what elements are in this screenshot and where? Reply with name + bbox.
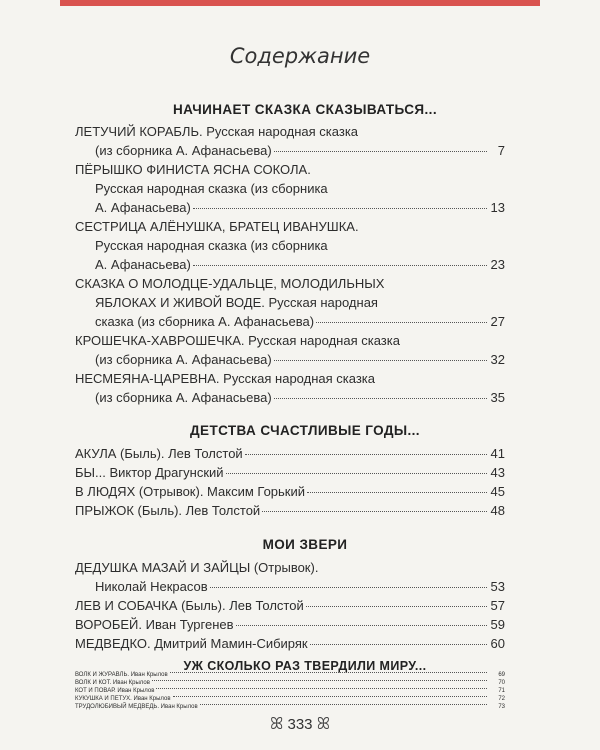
cover-edge <box>60 0 540 6</box>
leader-dots <box>316 321 487 323</box>
toc-line: (из сборника А. Афанасьева) 35 <box>95 390 505 405</box>
page-number: 43 <box>490 465 505 480</box>
section-heading: УЖ СКОЛЬКО РАЗ ТВЕРДИЛИ МИРУ... <box>183 659 427 673</box>
leader-dots <box>262 510 487 512</box>
folio-number: 333 <box>287 716 313 733</box>
page-number: 7 <box>497 143 505 158</box>
toc-line: КУКУШКА И ПЕТУХ. Иван Крылов 72 <box>75 696 505 702</box>
leader-dots <box>200 703 487 705</box>
leader-dots <box>173 695 487 697</box>
toc-line: АКУЛА (Быль). Лев Толстой 41 <box>75 446 505 461</box>
toc-line: А. Афанасьева) 13 <box>95 200 505 215</box>
leader-dots <box>307 491 487 493</box>
leader-dots <box>274 150 487 152</box>
toc-line: ВОЛК И КОТ. Иван Крылов 70 <box>75 680 505 686</box>
toc-line: (из сборника А. Афанасьева) 32 <box>95 352 505 367</box>
page-number: 69 <box>498 672 505 678</box>
leader-dots <box>245 453 487 455</box>
toc-line: ВОЛК И ЖУРАВЛЬ. Иван Крылов 69 <box>75 672 505 678</box>
page-title: Содержание <box>229 44 371 68</box>
page-number: 48 <box>490 503 505 518</box>
page-number: 35 <box>490 390 505 405</box>
leader-dots <box>156 687 487 689</box>
toc-line: НЕСМЕЯНА-ЦАРЕВНА. Русская народная сказка <box>75 371 375 386</box>
toc-line: А. Афанасьева) 23 <box>95 257 505 272</box>
toc-line: Русская народная сказка (из сборника <box>95 181 328 196</box>
leader-dots <box>274 359 487 361</box>
page-number: 60 <box>490 636 505 651</box>
leader-dots <box>306 605 487 607</box>
toc-line: СЕСТРИЦА АЛЁНУШКА, БРАТЕЦ ИВАНУШКА. <box>75 219 359 234</box>
page-number: 70 <box>498 680 505 686</box>
leader-dots <box>193 207 487 209</box>
leader-dots <box>193 264 487 266</box>
toc-line: ДЕДУШКА МАЗАЙ И ЗАЙЦЫ (Отрывок). <box>75 560 319 575</box>
ornament-left-icon: ꕤ <box>270 716 284 733</box>
toc-line: Русская народная сказка (из сборника <box>95 238 328 253</box>
page-footer <box>0 716 600 734</box>
section-heading: МОИ ЗВЕРИ <box>262 537 348 552</box>
toc-line: БЫ... Виктор Драгунский 43 <box>75 465 505 480</box>
toc-line: КОТ И ПОВАР. Иван Крылов 71 <box>75 688 505 694</box>
toc-line: ПРЫЖОК (Быль). Лев Толстой 48 <box>75 503 505 518</box>
page-number: 73 <box>498 704 505 710</box>
toc-line: ВОРОБЕЙ. Иван Тургенев 59 <box>75 617 505 632</box>
leader-dots <box>210 586 487 588</box>
page-number: 59 <box>490 617 505 632</box>
toc-line: ТРУДОЛЮБИВЫЙ МЕДВЕДЬ. Иван Крылов 73 <box>75 704 505 710</box>
toc-line: В ЛЮДЯХ (Отрывок). Максим Горький 45 <box>75 484 505 499</box>
toc-line: ЛЕВ И СОБАЧКА (Быль). Лев Толстой 57 <box>75 598 505 613</box>
leader-dots <box>152 679 487 681</box>
page-number: 71 <box>498 688 505 694</box>
toc-line: СКАЗКА О МОЛОДЦЕ-УДАЛЬЦЕ, МОЛОДИЛЬНЫХ <box>75 276 385 291</box>
toc-line: сказка (из сборника А. Афанасьева) 27 <box>95 314 505 329</box>
leader-dots <box>274 397 487 399</box>
page-number: 45 <box>490 484 505 499</box>
toc-line: МЕДВЕДКО. Дмитрий Мамин-Сибиряк 60 <box>75 636 505 651</box>
toc-line: ПЁРЫШКО ФИНИСТА ЯСНА СОКОЛА. <box>75 162 311 177</box>
page-number: 72 <box>498 696 505 702</box>
ornament-right-icon: ꕤ <box>316 716 330 733</box>
page-number: 57 <box>490 598 505 613</box>
page-number: 13 <box>490 200 505 215</box>
section-heading: ДЕТСТВА СЧАСТЛИВЫЕ ГОДЫ... <box>190 423 420 438</box>
leader-dots <box>226 472 487 474</box>
leader-dots <box>170 671 487 673</box>
toc-line: (из сборника А. Афанасьева) 7 <box>95 143 505 158</box>
page-number: 23 <box>490 257 505 272</box>
page-number: 53 <box>490 579 505 594</box>
toc-line: ЯБЛОКАХ И ЖИВОЙ ВОДЕ. Русская народная <box>95 295 378 310</box>
page-number: 32 <box>490 352 505 367</box>
toc-line: ЛЕТУЧИЙ КОРАБЛЬ. Русская народная сказка <box>75 124 359 139</box>
leader-dots <box>236 624 487 626</box>
page-number: 41 <box>490 446 505 461</box>
leader-dots <box>310 643 487 645</box>
page-number: 27 <box>490 314 505 329</box>
section-heading: НАЧИНАЕТ СКАЗКА СКАЗЫВАТЬСЯ... <box>173 102 437 117</box>
toc-line: КРОШЕЧКА-ХАВРОШЕЧКА. Русская народная сказка <box>75 333 400 348</box>
toc-line: Николай Некрасов 53 <box>95 579 505 594</box>
